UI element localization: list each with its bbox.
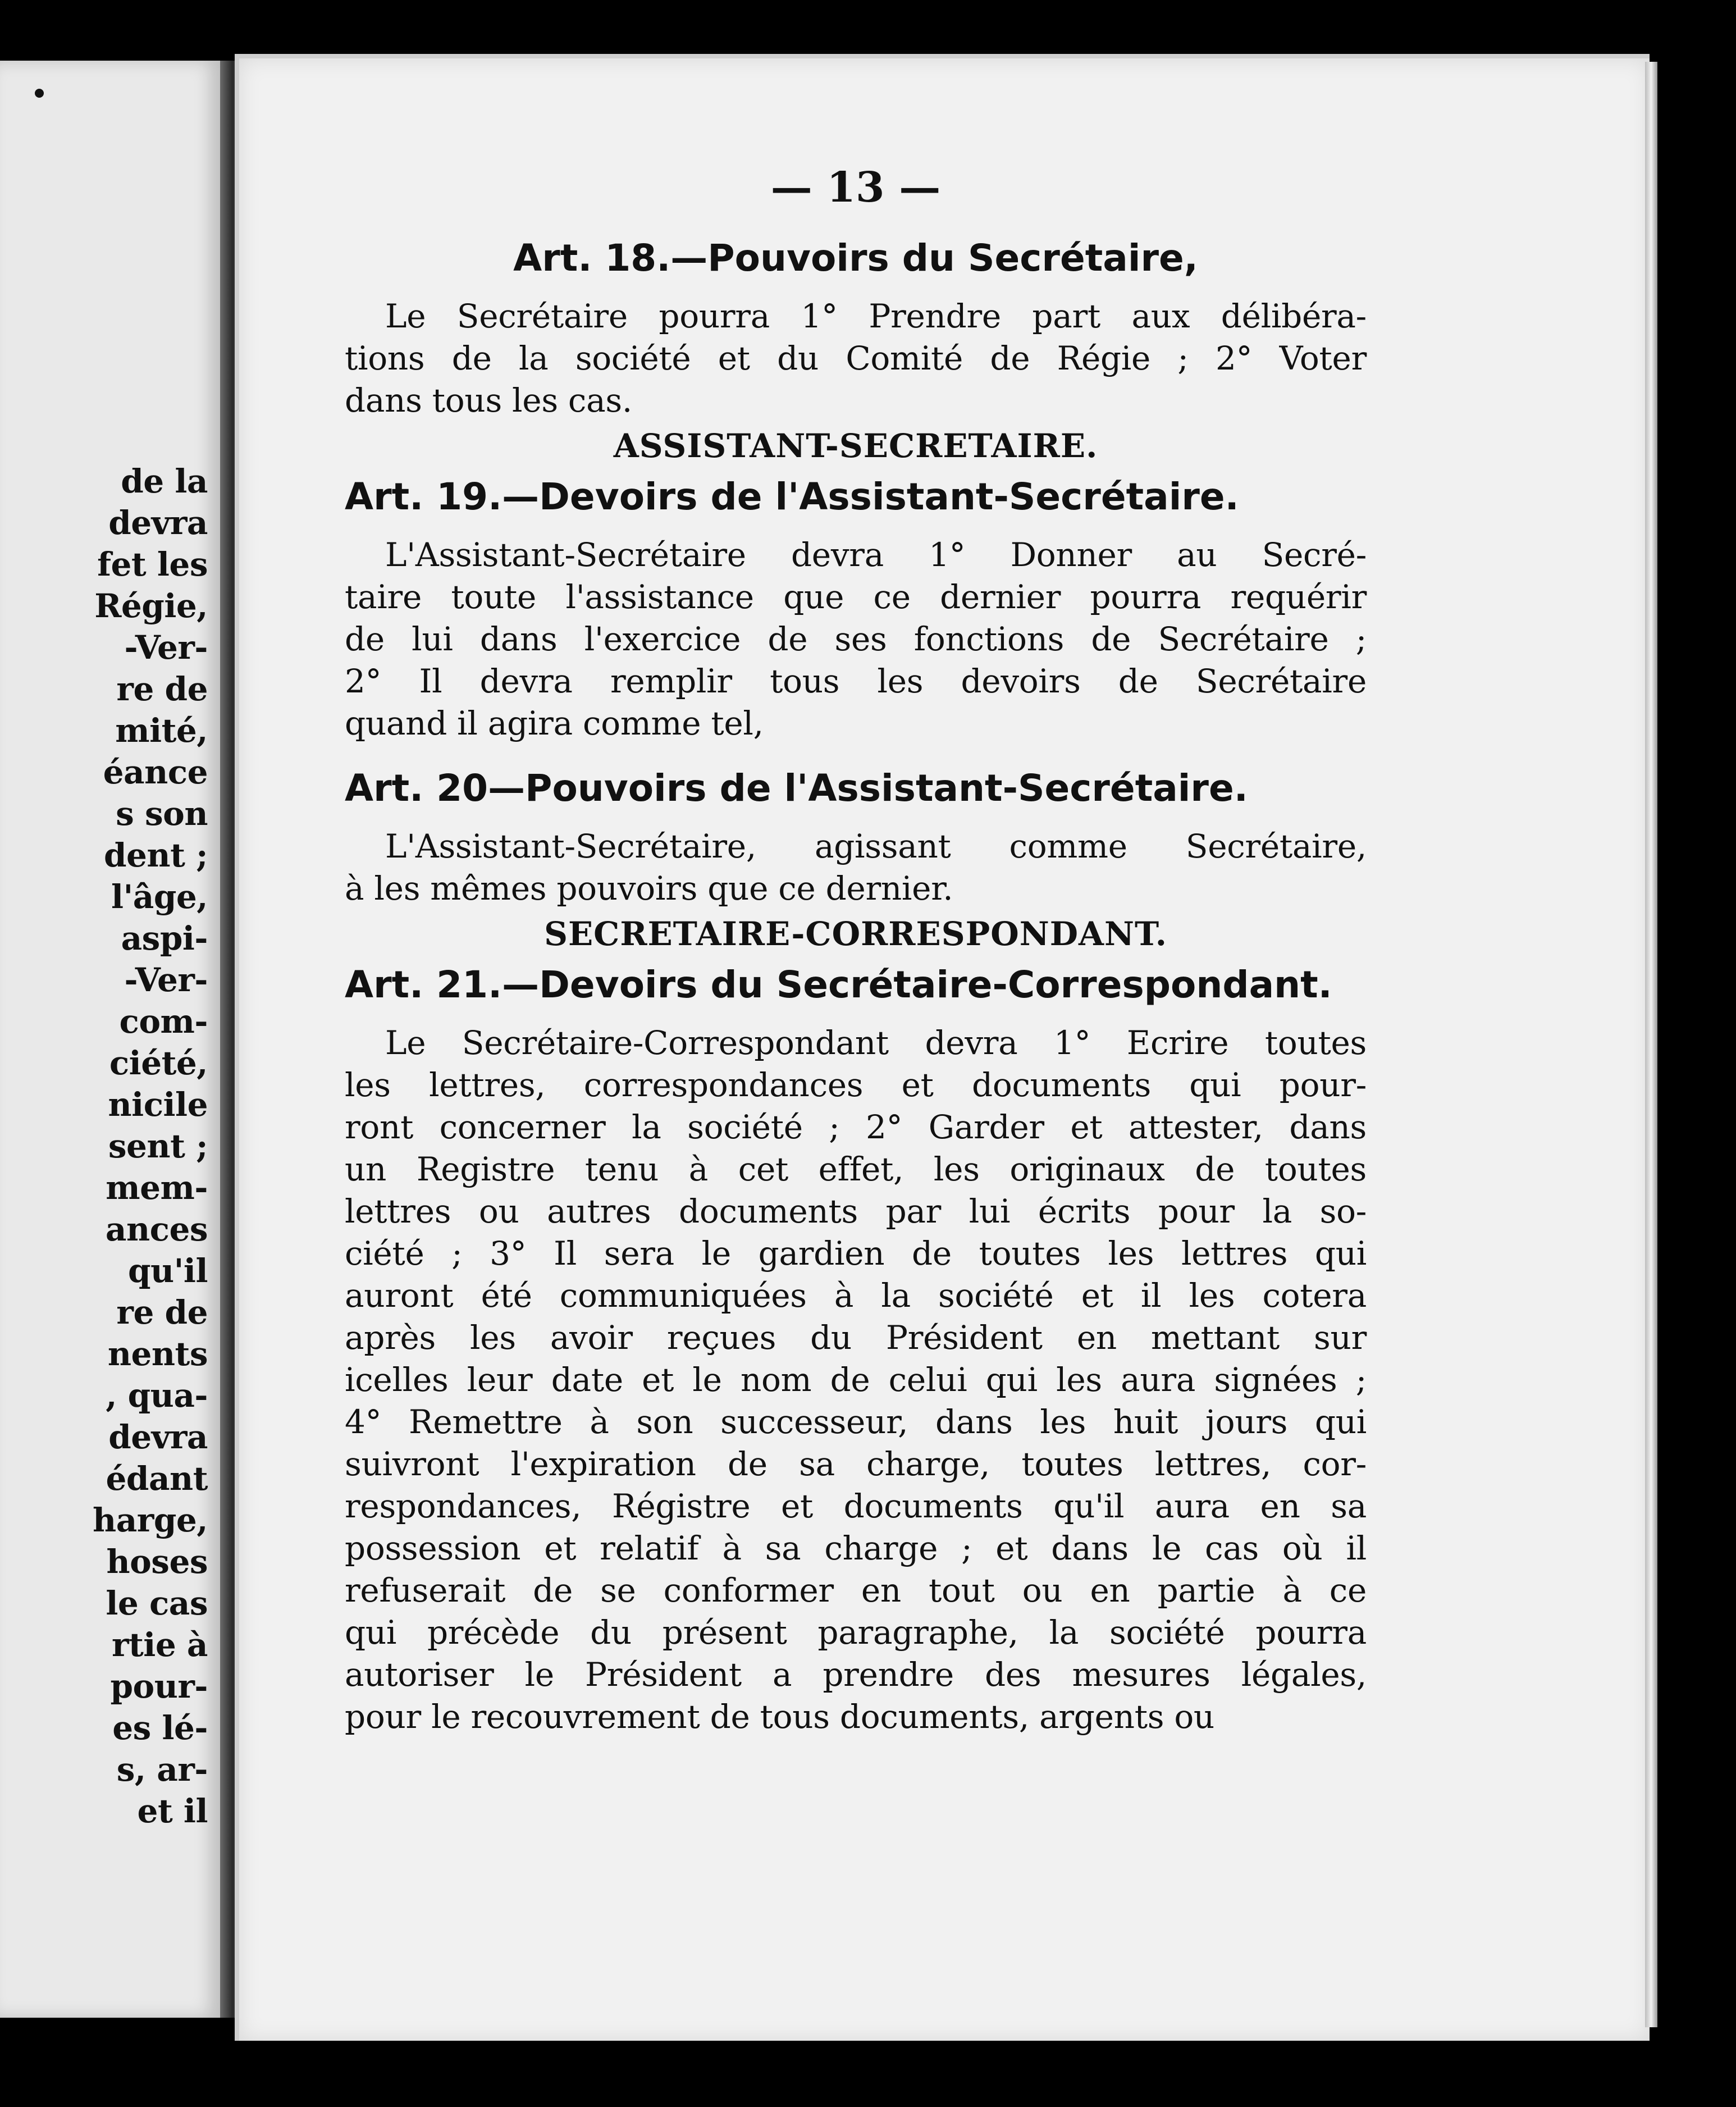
text-line: sent ; <box>108 1127 208 1165</box>
text-line: -Ver- <box>124 961 208 999</box>
text-line: refuserait de se conformer en tout ou en partie à ce <box>345 1571 1367 1609</box>
article-20-text <box>345 826 1367 910</box>
text-line: nents <box>107 1335 208 1373</box>
text-line: s son <box>116 795 208 833</box>
text-line: après les avoir reçues du Président en mettant sur <box>345 1319 1367 1357</box>
text-line: de la <box>121 462 208 500</box>
text-line: respondances, Régistre et documents qu'il aura en sa <box>345 1487 1367 1525</box>
text-line: à les mêmes pouvoirs que ce dernier. <box>345 869 953 907</box>
text-line: de lui dans l'exercice de ses fonctions de Secrétaire ; <box>345 620 1367 658</box>
page-number: — 13 — <box>770 163 941 212</box>
text-line: édant <box>106 1460 208 1498</box>
text-line: ciété ; 3° Il sera le gardien de toutes les lettres qui <box>345 1234 1367 1273</box>
text-line: aspi- <box>121 919 208 957</box>
page-stack-edge <box>1645 62 1657 2027</box>
text-line: et il <box>137 1792 208 1830</box>
text-line: harge, <box>93 1501 208 1539</box>
text-line: Régie, <box>94 587 208 625</box>
text-line: dans tous les cas. <box>345 381 632 419</box>
article-20-heading: Art. 20—Pouvoirs de l'Assistant-Secrétaire. <box>345 767 1248 810</box>
text-line: mem- <box>106 1169 208 1207</box>
text-line: mité, <box>115 712 208 750</box>
text-line: dent ; <box>103 836 208 874</box>
text-line: , qua- <box>106 1376 208 1415</box>
text-line: lettres ou autres documents par lui écrits pour la so- <box>345 1192 1367 1230</box>
text-line: ront concerner la société ; 2° Garder et attester, dans <box>345 1108 1367 1146</box>
text-line: fet les <box>97 545 208 583</box>
text-line: L'Assistant-Secrétaire devra 1° Donner au Secré- <box>385 536 1367 574</box>
text-line: re de <box>116 1293 208 1331</box>
section-heading-assistant-secretaire: ASSISTANT-SECRETAIRE. <box>613 427 1098 465</box>
text-line: 4° Remettre à son successeur, dans les huit jours qui <box>345 1403 1367 1441</box>
ink-dot <box>35 89 44 98</box>
text-line: hoses <box>106 1543 208 1581</box>
article-19-text <box>345 534 1367 745</box>
previous-page-fragment <box>0 61 220 2018</box>
text-line: devra <box>108 504 208 542</box>
text-line: -Ver- <box>124 628 208 667</box>
text-line: es lé- <box>112 1709 208 1747</box>
text-line: icelles leur date et le nom de celui qui les aura signées ; <box>345 1361 1367 1399</box>
article-18-heading: Art. 18.—Pouvoirs du Secrétaire, <box>513 236 1198 280</box>
article-19-heading: Art. 19.—Devoirs de l'Assistant-Secrétaire. <box>345 475 1239 518</box>
text-line: pour- <box>110 1667 208 1705</box>
text-line: tions de la société et du Comité de Régie ; 2° Voter <box>345 339 1367 377</box>
text-line: autoriser le Président a prendre des mesures légales, <box>345 1656 1367 1694</box>
text-line: Le Secrétaire pourra 1° Prendre part aux délibéra- <box>385 297 1367 335</box>
text-line: éance <box>103 753 208 791</box>
text-line: re de <box>116 670 208 708</box>
text-line: ances <box>105 1210 208 1248</box>
previous-page-text <box>0 460 208 1832</box>
text-line: com- <box>119 1002 208 1041</box>
text-line: possession et relatif à sa charge ; et dans le cas où il <box>345 1529 1367 1567</box>
text-line: s, ar- <box>116 1750 208 1789</box>
text-line: un Registre tenu à cet effet, les originaux de toutes <box>345 1150 1367 1188</box>
section-heading-secretaire-correspondant: SECRETAIRE-CORRESPONDANT. <box>544 915 1167 953</box>
article-18-text <box>345 295 1367 422</box>
page-text <box>345 154 1367 1738</box>
article-21-heading: Art. 21.—Devoirs du Secrétaire-Correspondant. <box>345 963 1332 1006</box>
text-line: quand il agira comme tel, <box>345 704 764 742</box>
text-line: 2° Il devra remplir tous les devoirs de Secrétaire <box>345 662 1367 700</box>
text-line: l'âge, <box>111 878 208 916</box>
text-line: L'Assistant-Secrétaire, agissant comme Secrétaire, <box>385 827 1367 865</box>
text-line: ciété, <box>109 1044 208 1082</box>
text-line: nicile <box>108 1086 208 1124</box>
text-line: Le Secrétaire-Correspondant devra 1° Ecrire toutes <box>385 1024 1367 1062</box>
text-line: le cas <box>106 1584 208 1622</box>
page-13 <box>235 54 1650 2041</box>
text-line: les lettres, correspondances et documents qui pour- <box>345 1066 1367 1104</box>
text-line: suivront l'expiration de sa charge, toutes lettres, cor- <box>345 1445 1367 1483</box>
text-line: devra <box>108 1418 208 1456</box>
article-21-text <box>345 1022 1367 1738</box>
text-line: taire toute l'assistance que ce dernier pourra requérir <box>345 578 1367 616</box>
text-line: rtie à <box>111 1626 208 1664</box>
text-line: pour le recouvrement de tous documents, argents ou <box>345 1698 1214 1736</box>
text-line: qui précède du présent paragraphe, la société pourra <box>345 1613 1367 1652</box>
text-line: auront été communiquées à la société et il les cotera <box>345 1276 1367 1315</box>
text-line: qu'il <box>127 1252 208 1290</box>
